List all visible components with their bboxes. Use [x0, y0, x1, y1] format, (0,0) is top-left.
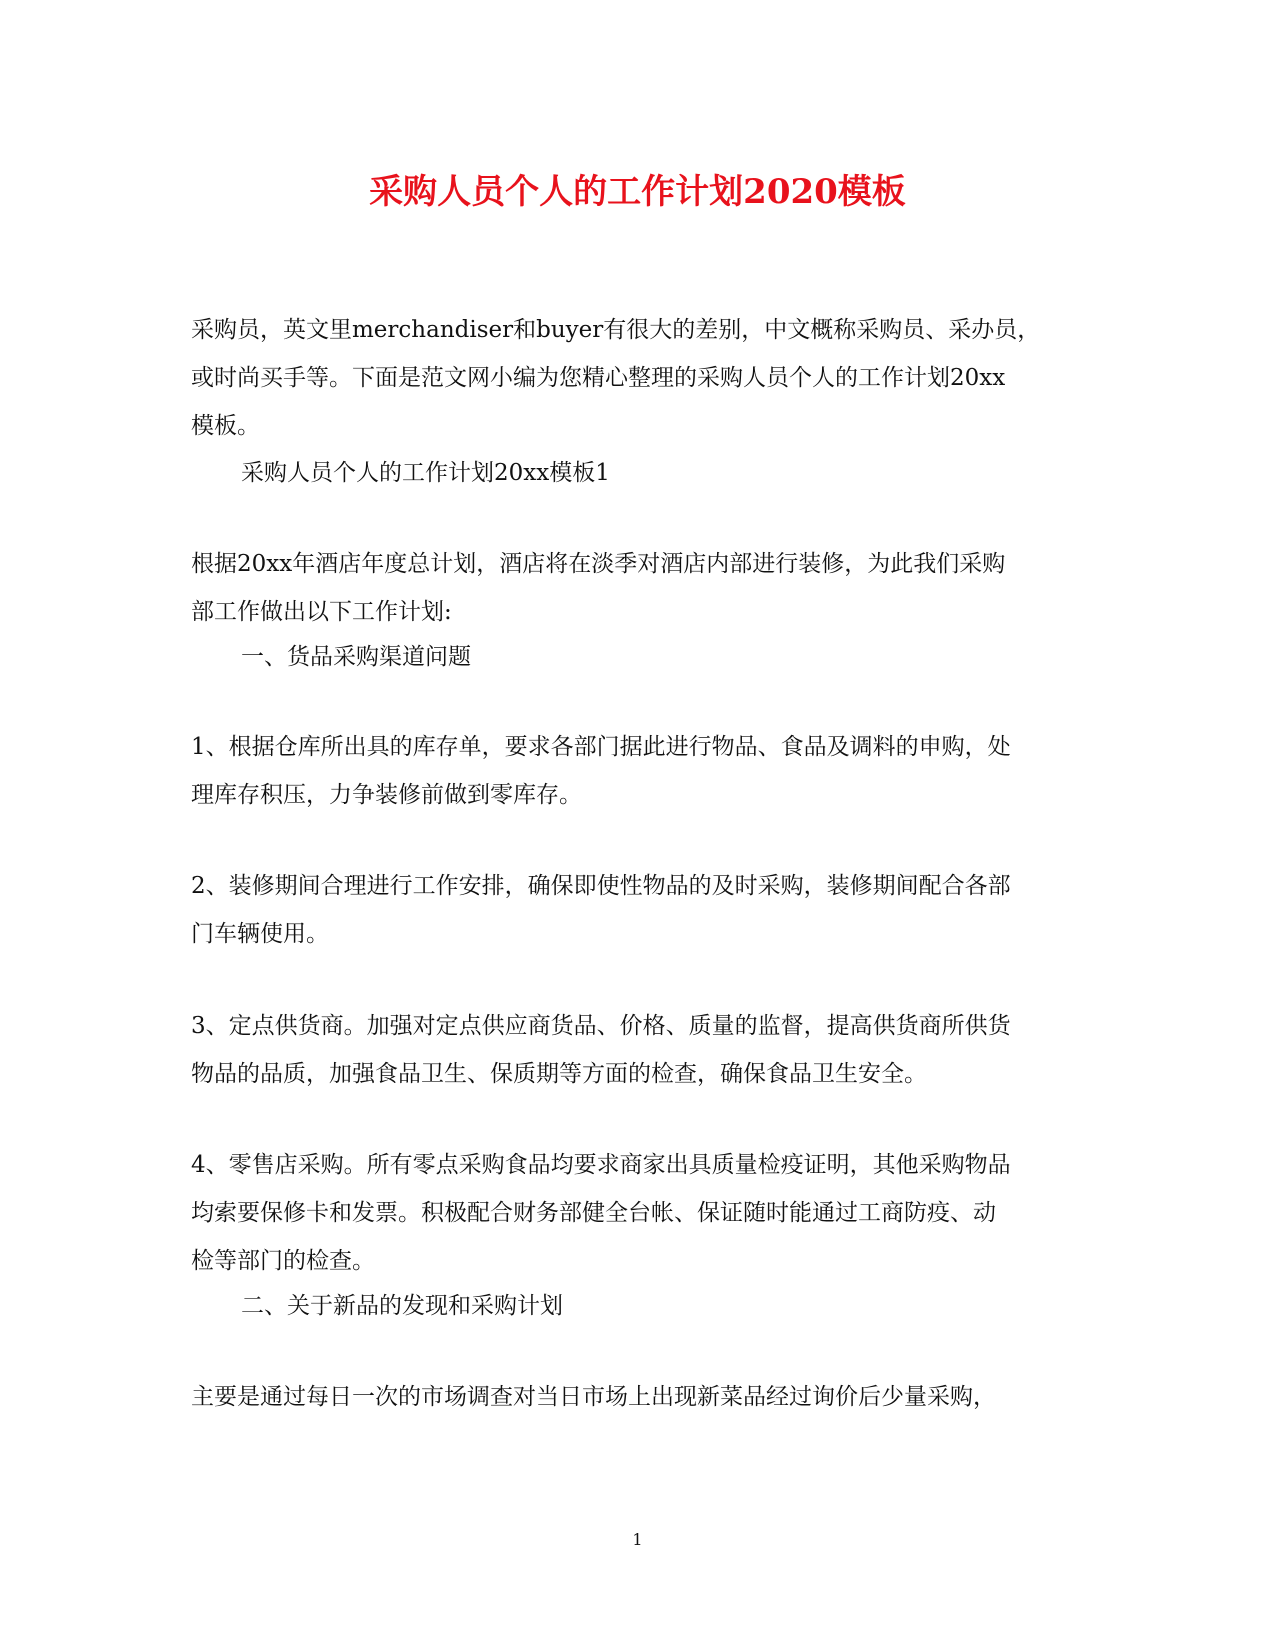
text-line: 模板。 [191, 413, 260, 439]
list-item-5 [191, 1373, 1091, 1421]
text-line: 2、装修期间合理进行工作安排，确保即使性物品的及时采购，装修期间配合各部 [191, 873, 1011, 899]
section-heading-1 [241, 633, 1141, 681]
page-number: 1 [632, 1530, 643, 1549]
text-line: 二、关于新品的发现和采购计划 [241, 1293, 563, 1319]
intro-paragraph [191, 306, 1091, 450]
section-heading-2 [241, 1282, 1141, 1330]
document-title: 采购人员个人的工作计划2020模板 [369, 172, 906, 212]
text-line: 均索要保修卡和发票。积极配合财务部健全台帐、保证随时能通过工商防疫、动 [191, 1200, 996, 1226]
text-line: 部工作做出以下工作计划: [191, 599, 452, 625]
text-line: 根据20xx年酒店年度总计划，酒店将在淡季对酒店内部进行装修，为此我们采购 [191, 551, 1006, 577]
list-item-4 [191, 1141, 1091, 1285]
text-line: 采购员，英文里merchandiser和buyer有很大的差别，中文概称采购员、采办员， [191, 317, 1041, 343]
template-heading [241, 449, 1141, 497]
list-item-1 [191, 723, 1091, 819]
text-line: 主要是通过每日一次的市场调查对当日市场上出现新菜品经过询价后少量采购， [191, 1384, 996, 1410]
text-line: 检等部门的检查。 [191, 1248, 375, 1274]
text-line: 理库存积压，力争装修前做到零库存。 [191, 782, 582, 808]
list-item-2 [191, 862, 1091, 958]
text-line: 1、根据仓库所出具的库存单，要求各部门据此进行物品、食品及调料的申购，处 [191, 734, 1011, 760]
text-line: 采购人员个人的工作计划20xx模板1 [241, 460, 610, 486]
text-line: 或时尚买手等。下面是范文网小编为您精心整理的采购人员个人的工作计划20xx [191, 365, 1006, 391]
text-line: 门车辆使用。 [191, 921, 329, 947]
text-line: 一、货品采购渠道问题 [241, 644, 471, 670]
list-item-3 [191, 1002, 1091, 1098]
plan-intro-paragraph [191, 540, 1091, 636]
text-line: 物品的品质，加强食品卫生、保质期等方面的检查，确保食品卫生安全。 [191, 1061, 927, 1087]
text-line: 4、零售店采购。所有零点采购食品均要求商家出具质量检疫证明，其他采购物品 [191, 1152, 1011, 1178]
text-line: 3、定点供货商。加强对定点供应商货品、价格、质量的监督，提高供货商所供货 [191, 1013, 1011, 1039]
